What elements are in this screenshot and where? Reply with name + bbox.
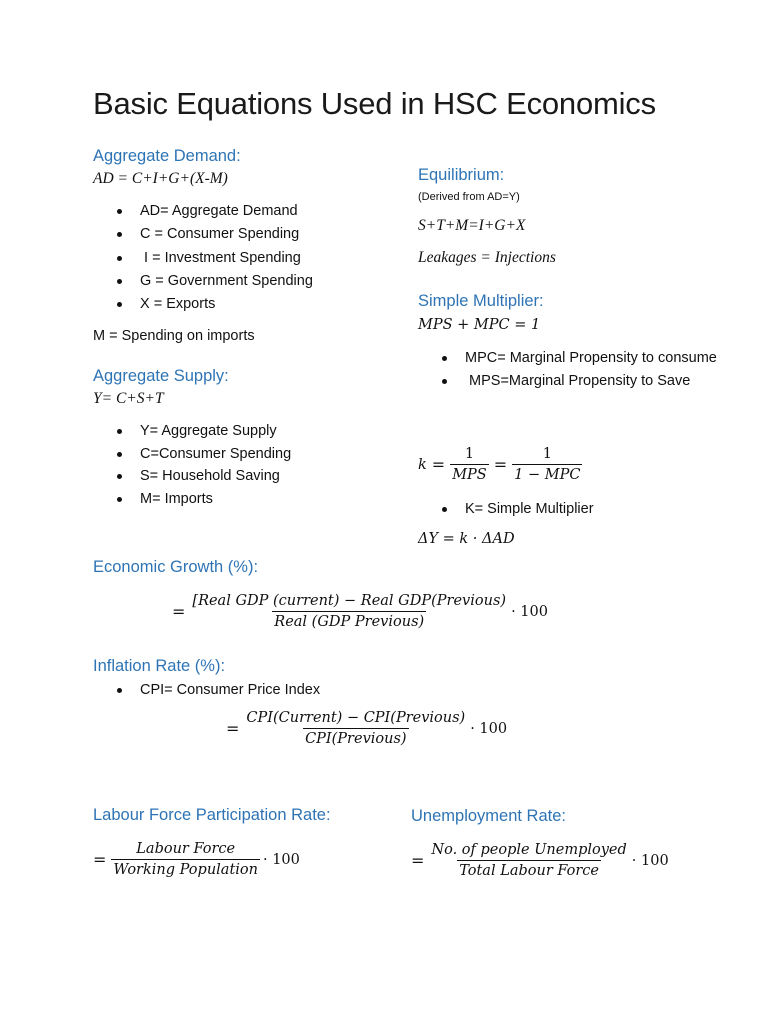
fraction-denominator: Total Labour Force — [457, 860, 601, 879]
list-item: AD= Aggregate Demand — [93, 200, 313, 223]
bullet-icon — [117, 232, 122, 237]
fraction-denominator: Real (GDP Previous) — [272, 611, 426, 630]
equals-sign: = — [493, 455, 508, 474]
list-item: S= Household Saving — [93, 465, 291, 488]
list-item: C = Consumer Spending — [93, 223, 313, 246]
list-item: MPS=Marginal Propensity to Save — [418, 370, 705, 393]
list-item: G = Government Spending — [93, 270, 313, 293]
list-item: I = Investment Spending — [93, 247, 313, 270]
leakages-equation: Leakages = Injections — [418, 249, 556, 266]
times-hundred: · 100 — [511, 603, 548, 620]
bullet-icon — [442, 379, 447, 384]
labour-force-heading: Labour Force Participation Rate: — [93, 806, 331, 824]
growth-fraction — [190, 593, 508, 630]
bullet-icon — [117, 474, 122, 479]
fraction-denominator: 1 − MPC — [512, 464, 582, 483]
list-item: Y= Aggregate Supply — [93, 420, 291, 443]
multiplier-list — [418, 347, 717, 394]
times-hundred: · 100 — [631, 852, 669, 869]
fraction-denominator: CPI(Previous) — [303, 728, 409, 747]
times-hundred: · 100 — [262, 851, 300, 868]
list-item: X = Exports — [93, 293, 313, 316]
equilibrium-heading: Equilibrium: — [418, 166, 505, 184]
unemployment-formula — [411, 842, 669, 879]
times-hundred: · 100 — [470, 720, 508, 737]
equals-sign: = — [431, 455, 446, 474]
bullet-icon — [117, 209, 122, 214]
inflation-fraction — [244, 710, 467, 747]
equals-sign: = — [411, 851, 425, 870]
labour-force-fraction — [111, 841, 260, 878]
bullet-icon — [117, 302, 122, 307]
bullet-icon — [117, 688, 122, 693]
bullet-icon — [117, 452, 122, 457]
list-item: C=Consumer Spending — [93, 443, 291, 466]
multiplier-formula — [418, 446, 582, 483]
list-item: M= Imports — [93, 488, 291, 511]
economic-growth-formula — [172, 593, 548, 630]
simple-multiplier-heading: Simple Multiplier: — [418, 292, 544, 310]
inflation-formula — [226, 710, 507, 747]
inflation-list — [93, 679, 320, 702]
bullet-icon — [117, 497, 122, 502]
bullet-icon — [117, 429, 122, 434]
mps-mpc-equation: MPS + MPC = 1 — [418, 317, 541, 333]
list-item: K= Simple Multiplier — [418, 498, 594, 521]
equilibrium-equation: S+T+M=I+G+X — [418, 217, 526, 234]
k-list — [418, 498, 594, 521]
fraction-numerator: 1 — [542, 446, 552, 462]
fraction-numerator: Labour Force — [136, 841, 236, 857]
unemployment-heading: Unemployment Rate: — [411, 807, 566, 825]
fraction-numerator: [Real GDP (current) − Real GDP(Previous) — [192, 593, 507, 609]
bullet-icon — [117, 279, 122, 284]
k-symbol: k — [418, 456, 427, 473]
fraction-numerator: CPI(Current) − CPI(Previous) — [246, 710, 466, 726]
equals-sign: = — [226, 719, 240, 738]
aggregate-supply-list — [93, 420, 291, 510]
aggregate-demand-heading: Aggregate Demand: — [93, 147, 241, 165]
fraction-denominator: MPS — [450, 464, 489, 483]
aggregate-supply-heading: Aggregate Supply: — [93, 367, 229, 385]
fraction-denominator: Working Population — [111, 859, 260, 878]
fraction-numerator: No. of people Unemployed — [431, 842, 627, 858]
list-item: MPC= Marginal Propensity to consume — [418, 347, 705, 370]
fraction-numerator: 1 — [464, 446, 475, 462]
equals-sign: = — [172, 602, 186, 621]
aggregate-supply-equation: Y= C+S+T — [93, 390, 164, 407]
labour-force-formula — [93, 841, 300, 878]
equals-sign: = — [93, 850, 107, 869]
aggregate-demand-equation: AD = C+I+G+(X-M) — [93, 170, 228, 187]
unemployment-fraction — [429, 842, 628, 879]
delta-y-equation: ΔY = k · ΔAD — [418, 531, 515, 547]
aggregate-demand-list — [93, 200, 313, 316]
bullet-icon — [442, 356, 447, 361]
list-item: CPI= Consumer Price Index — [93, 679, 320, 702]
equilibrium-subnote: (Derived from AD=Y) — [418, 191, 520, 203]
economic-growth-heading: Economic Growth (%): — [93, 558, 259, 576]
inflation-rate-heading: Inflation Rate (%): — [93, 657, 226, 675]
imports-note: M = Spending on imports — [93, 328, 255, 344]
bullet-icon — [442, 507, 447, 512]
bullet-icon — [117, 256, 122, 261]
fraction-one-over-mps — [450, 446, 489, 483]
page-title: Basic Equations Used in HSC Economics — [93, 86, 656, 121]
fraction-one-over-one-minus-mpc — [512, 446, 582, 483]
